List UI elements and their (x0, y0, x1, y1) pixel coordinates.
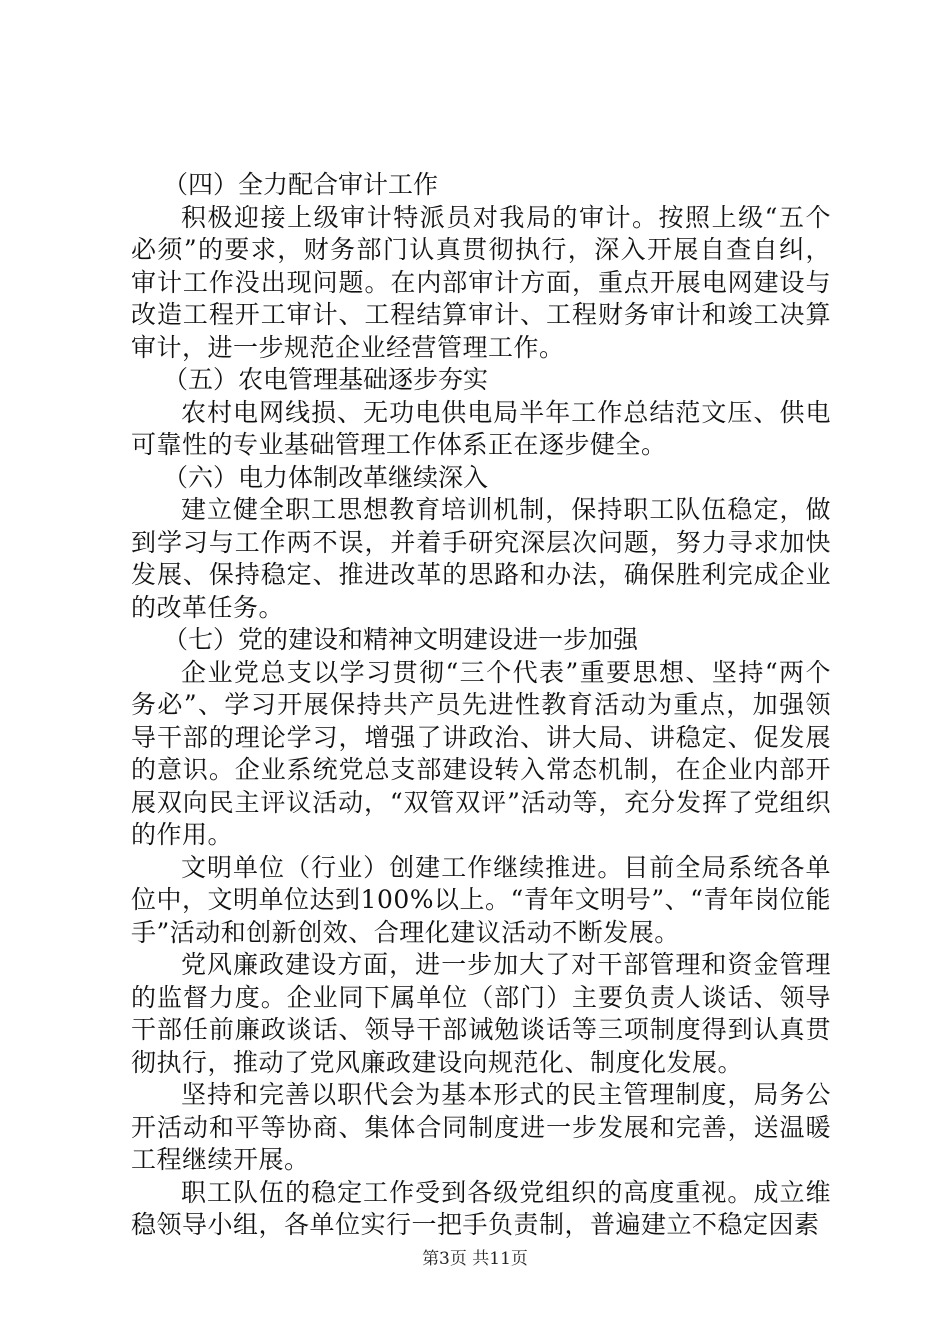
section-heading-4: （四）全力配合审计工作 (163, 170, 439, 199)
paragraph-stability: 职工队伍的稳定工作受到各级党组织的高度重视。成立维稳领导小组，各单位实行一把手负责制，普遍建立不稳定因素 (131, 1177, 831, 1239)
paragraph-integrity: 党风廉政建设方面，进一步加大了对干部管理和资金管理的监督力度。企业同下属单位（部门）主要负责人谈话、领导干部任前廉政谈话、领导干部诫勉谈话等三项制度得到认真贯彻执行，推动了党风廉政建设向规范化、制度化发展。 (131, 950, 831, 1077)
section-heading-6: （六）电力体制改革继续深入 (163, 462, 489, 492)
document-body (131, 169, 831, 1242)
section-heading-7: （七）党的建设和精神文明建设进一步加强 (163, 625, 639, 654)
paragraph-civilized-units: 文明单位（行业）创建工作继续推进。目前全局系统各单位中，文明单位达到100%以上。“青年文明号”、“青年岗位能手”活动和创新创效、合理化建议活动不断发展。 (131, 852, 831, 947)
paragraph-reform: 建立健全职工思想教育培训机制，保持职工队伍稳定，做到学习与工作两不误，并着手研究深层次问题，努力寻求加快发展、保持稳定、推进改革的思路和办法，确保胜利完成企业的改革任务。 (131, 495, 831, 622)
page-number-footer: 第3页 共11页 (422, 1249, 528, 1269)
paragraph-democratic-management: 坚持和完善以职代会为基本形式的民主管理制度，局务公开活动和平等协商、集体合同制度进一步发展和完善，送温暖工程继续开展。 (131, 1080, 831, 1174)
section-heading-5: （五）农电管理基础逐步夯实 (163, 365, 489, 394)
paragraph-party-building: 企业党总支以学习贯彻“三个代表”重要思想、坚持“两个务必”、学习开展保持共产员先进性教育活动为重点，加强领导干部的理论学习，增强了讲政治、讲大局、讲稳定、促发展的意识。企业系统党总支部建设转入常态机制，在企业内部开展双向民主评议活动，“双管双评”活动等，充分发挥了党组织的作用。 (131, 657, 831, 849)
paragraph-rural-power: 农村电网线损、无功电供电局半年工作总结范文压、供电可靠性的专业基础管理工作体系正在逐步健全。 (131, 397, 831, 459)
paragraph-audit: 积极迎接上级审计特派员对我局的审计。按照上级“五个必须”的要求，财务部门认真贯彻执行，深入开展自查自纠，审计工作没出现问题。在内部审计方面，重点开展电网建设与改造工程开工审计、工程结算审计、工程财务审计和竣工决算审计，进一步规范企业经营管理工作。 (131, 202, 831, 362)
